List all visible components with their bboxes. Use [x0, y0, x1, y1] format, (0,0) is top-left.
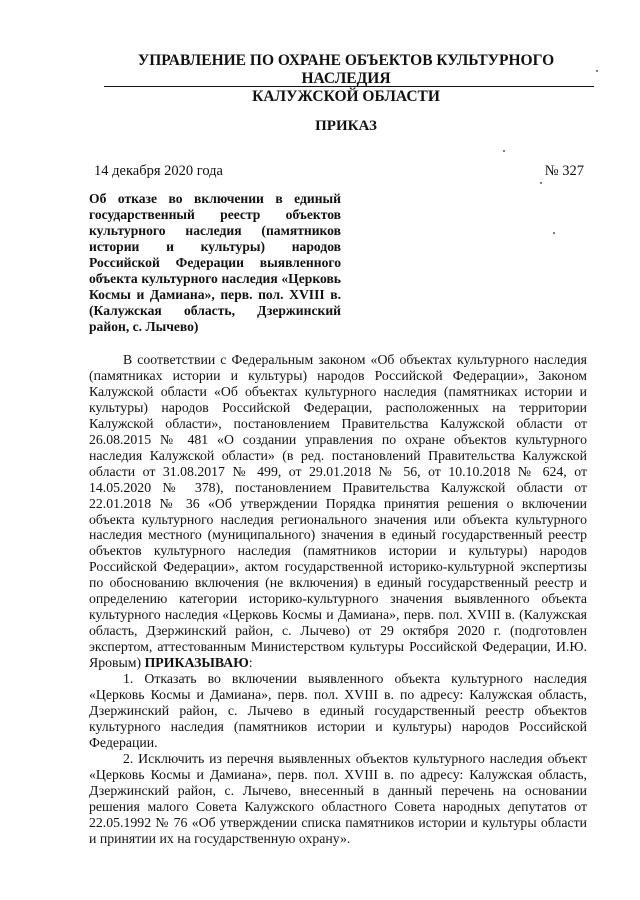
order-item-1: 1. Отказать во включении выявленного объекта культурного наследия «Церковь Космы и Дамиана», перв. пол. XVIII в. по адресу: Калужская область, Дзержинский район, с. Лычево в единый государственный реестр объектов культурного наследия (памятников истории и культуры) народов Российской Федерации. — [89, 671, 587, 750]
order-date: 14 декабря 2020 года — [94, 163, 223, 179]
scan-speck — [540, 182, 542, 184]
agency-name-line1: УПРАВЛЕНИЕ ПО ОХРАНЕ ОБЪЕКТОВ КУЛЬТУРНОГО НАСЛЕДИЯ — [137, 52, 555, 87]
order-subject: Об отказе во включении в единый государственный реестр объектов культурного наследия (памятников истории и культуры) народов Российской Федерации выявленного объекта культурного наследия «Церковь Космы и Дамиана», перв. пол. XVIII в. (Калужская область, Дзержинский район, с. Лычево) — [89, 191, 341, 334]
header-underline — [104, 86, 594, 87]
order-body — [89, 352, 587, 847]
document-title: ПРИКАЗ — [315, 118, 377, 134]
order-directive-punct: : — [248, 655, 253, 671]
order-item-2: 2. Исключить из перечня выявленных объектов культурного наследия объект «Церковь Космы и Дамиана», перв. пол. XVIII в. по адресу: Калужская область, Дзержинский район, с. Лычево, внесенный в данный перечень на основании решения малого Совета Калужского областного Совета народных депутатов от 22.05.1992 № 76 «Об утверждении списка памятников истории и культуры области и принятии их на государственную охрану». — [89, 750, 587, 846]
agency-header — [96, 52, 596, 106]
preamble-text: В соответствии с Федеральным законом «Об объектах культурного наследия (памятниках истории и культуры) народов Российской Федерации», Законом Калужской области «Об объектах культурного наследия (памятниках истории и культуры) народов Российской Федерации, расположенных на территории Калужской области», постановлением Правительства Калужской области от 26.08.2015 № 481 «О создании управления по охране объектов культурного наследия Калужской области» (в ред. постановлений Правительства Калужской области от 31.08.2017 № 499, от 29.01.2018 № 56, от 10.10.2018 № 624, от 14.05.2020 № 378), постановлением Правительства Калужской области от 22.01.2018 № 36 «Об утверждении Порядка принятия решения о включении объекта культурного наследия регионального значения или объекта культурного наследия местного (муниципального) значения в единый государственный реестр объектов культурного наследия (памятников истории и культуры) народов Российской Федерации», актом государственной историко-культурной экспертизы по обоснованию включения (не включения) в единый государственный реестр и определению категории историко-культурного значения выявленного объекта культурного наследия «Церковь Космы и Дамиана», перв. пол. XVIII в. (Калужская область, Дзержинский район, с. Лычево) от 29 октября 2020 г. (подготовлен экспертом, аттестованным Министерством культуры Российской Федерации, И.Ю. Яровым) — [89, 352, 587, 671]
agency-name-line2: КАЛУЖСКОЙ ОБЛАСТИ — [252, 88, 440, 105]
scan-speck — [503, 150, 505, 152]
preamble-paragraph — [89, 352, 587, 671]
order-directive: ПРИКАЗЫВАЮ — [144, 655, 249, 671]
scan-speck — [553, 232, 555, 234]
order-number: № 327 — [544, 163, 584, 179]
scan-speck — [596, 70, 598, 72]
